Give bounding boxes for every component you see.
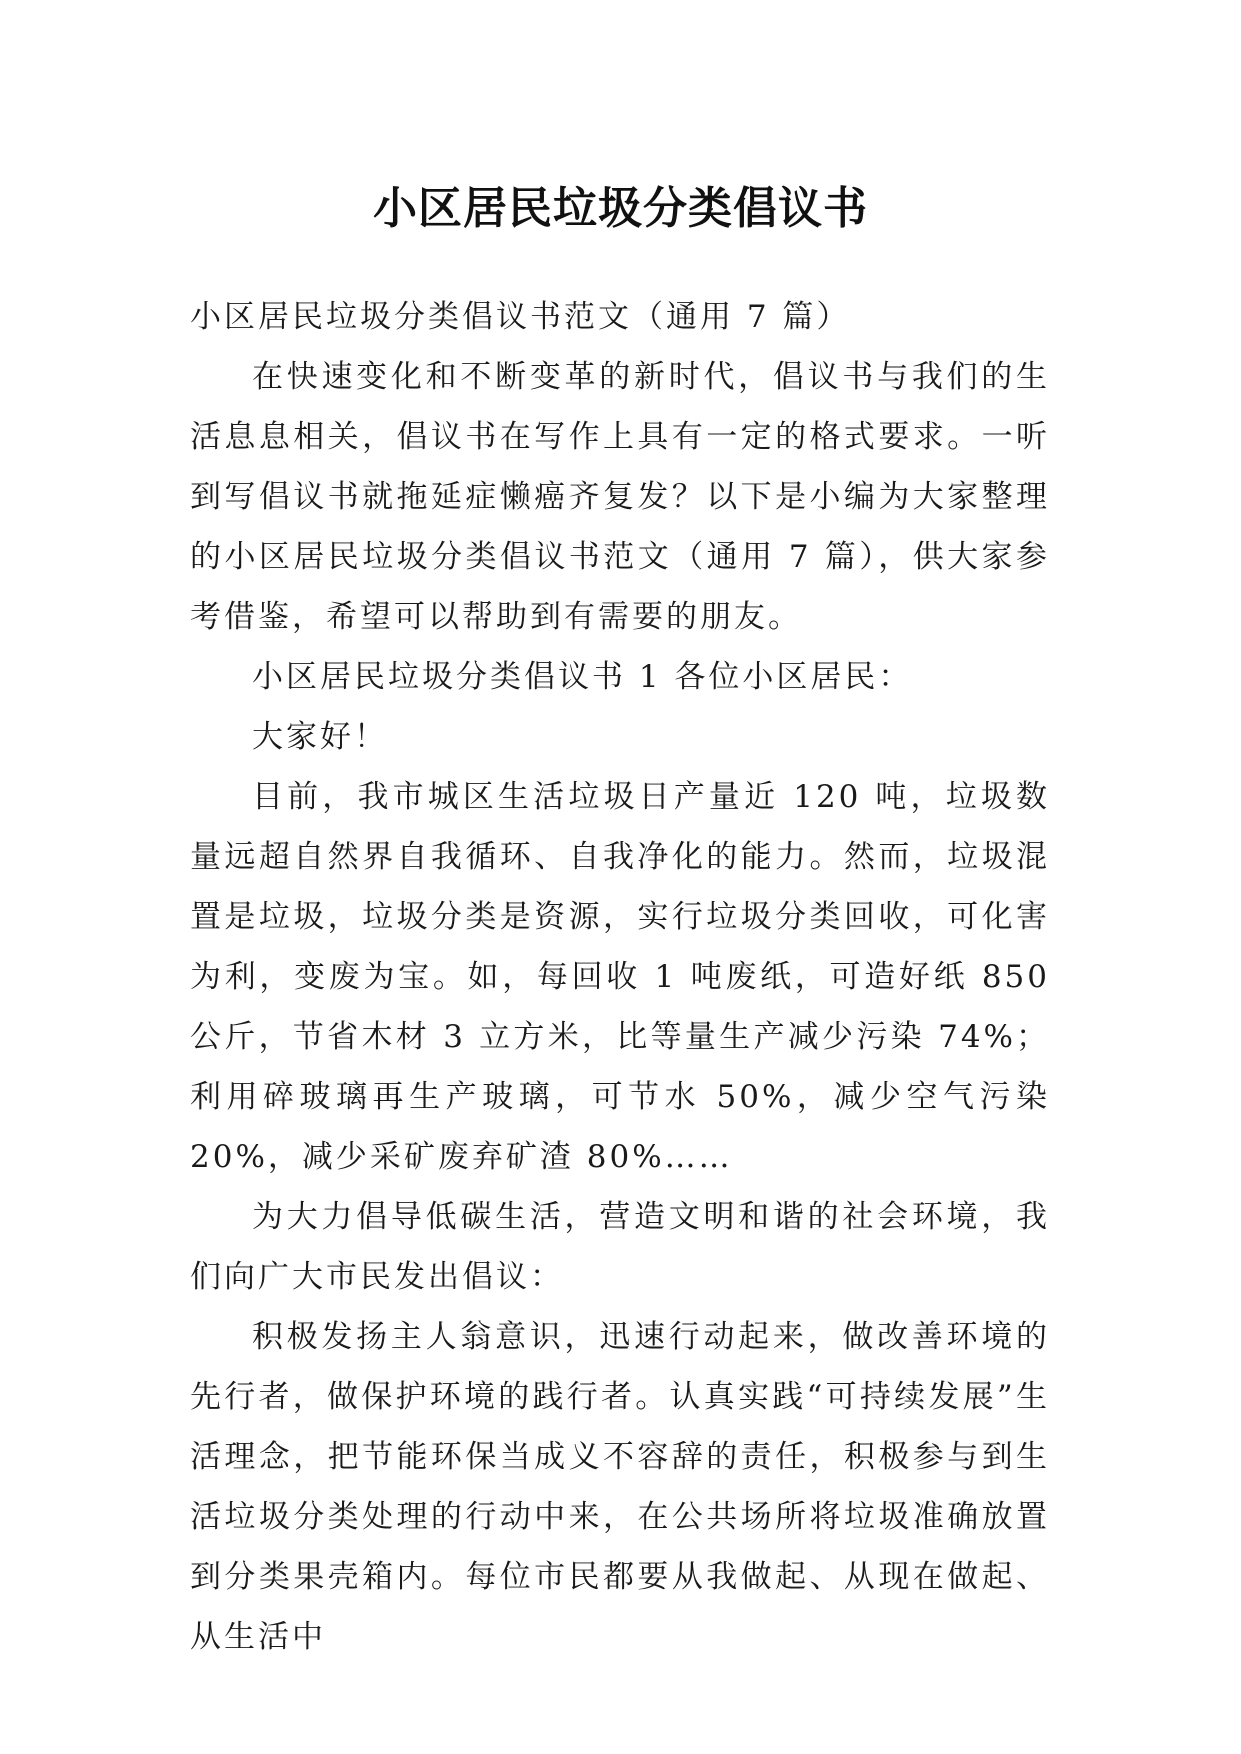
body-paragraph-action: 积极发扬主人翁意识，迅速行动起来，做改善环境的先行者，做保护环境的践行者。认真实践“可持续发展”生活理念，把节能环保当成义不容辞的责任，积极参与到生活垃圾分类处理的行动中来，在公共场所将垃圾准确放置到分类果壳箱内。每位市民都要从我做起、从现在做起、从生活中: [190, 1319, 1050, 1655]
document-body: [190, 287, 1050, 1667]
body-paragraph-preface: 在快速变化和不断变革的新时代，倡议书与我们的生活息息相关，倡议书在写作上具有一定的格式要求。一听到写倡议书就拖延症懒癌齐复发？以下是小编为大家整理的小区居民垃圾分类倡议书范文（通用 7 篇），供大家参考借鉴，希望可以帮助到有需要的朋友。: [190, 359, 1050, 635]
body-paragraph-intro: 小区居民垃圾分类倡议书范文（通用 7 篇）: [190, 299, 851, 335]
body-paragraph-facts: 目前，我市城区生活垃圾日产量近 120 吨，垃圾数量远超自然界自我循环、自我净化的能力。然而，垃圾混置是垃圾，垃圾分类是资源，实行垃圾分类回收，可化害为利，变废为宝。如，每回收 1 吨废纸，可造好纸 850 公斤，节省木材 3 立方米，比等量生产减少污染 74%；利用碎玻璃再生产玻璃，可节水 50%，减少空气污染 20%，减少采矿废弃矿渣 80%……: [190, 779, 1050, 1175]
body-paragraph-greeting: 大家好！: [252, 719, 388, 755]
body-paragraph-appeal: 为大力倡导低碳生活，营造文明和谐的社会环境，我们向广大市民发出倡议：: [190, 1199, 1050, 1295]
body-paragraph-heading: 小区居民垃圾分类倡议书 1 各位小区居民：: [252, 659, 913, 695]
document-title: 小区居民垃圾分类倡议书: [373, 183, 868, 235]
